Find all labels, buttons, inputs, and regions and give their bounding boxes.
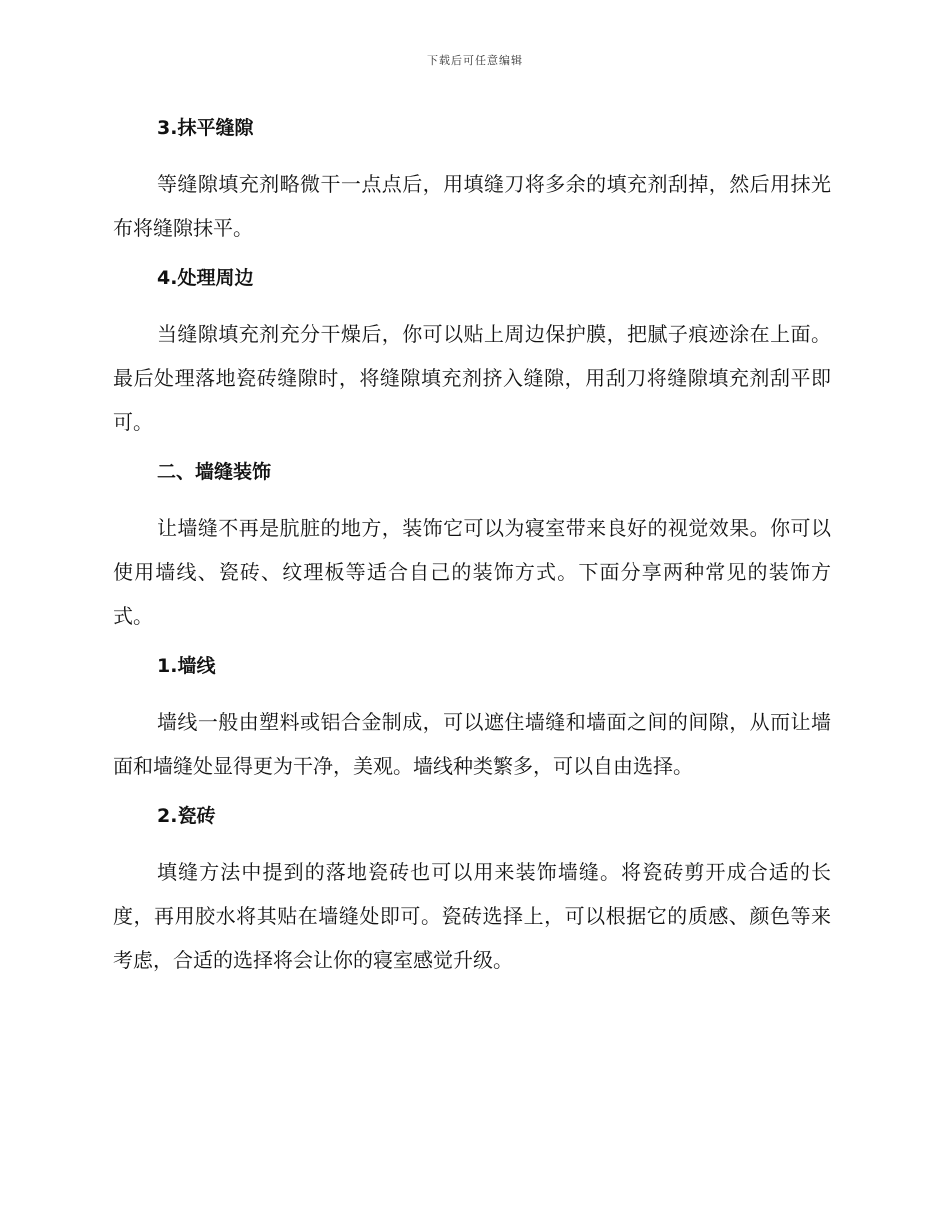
document-body [113, 112, 831, 982]
page-header: 下载后可任意编辑 [427, 54, 523, 67]
section-heading: 1.墙线 [157, 655, 216, 677]
section-paragraph: 填缝方法中提到的落地瓷砖也可以用来装饰墙缝。将瓷砖剪开成合适的长度，再用胶水将其贴在墙缝处即可。瓷砖选择上，可以根据它的质感、颜色等来考虑，合适的选择将会让你的寝室感觉升级。 [113, 860, 831, 972]
section-paragraph: 让墙缝不再是肮脏的地方，装饰它可以为寝室带来良好的视觉效果。你可以使用墙线、瓷砖、纹理板等适合自己的装饰方式。下面分享两种常见的装饰方式。 [113, 516, 831, 628]
section-heading: 3.抹平缝隙 [157, 117, 254, 139]
section-heading: 2.瓷砖 [157, 805, 216, 827]
section-paragraph: 当缝隙填充剂充分干燥后，你可以贴上周边保护膜，把腻子痕迹涂在上面。最后处理落地瓷砖缝隙时，将缝隙填充剂挤入缝隙，用刮刀将缝隙填充剂刮平即可。 [113, 322, 831, 434]
section-heading: 4.处理周边 [157, 267, 254, 289]
section-paragraph: 等缝隙填充剂略微干一点点后，用填缝刀将多余的填充剂刮掉，然后用抹光布将缝隙抹平。 [113, 172, 831, 240]
section-paragraph: 墙线一般由塑料或铝合金制成，可以遮住墙缝和墙面之间的间隙，从而让墙面和墙缝处显得更为干净，美观。墙线种类繁多，可以自由选择。 [113, 710, 831, 778]
section-heading: 二、墙缝装饰 [157, 461, 272, 483]
